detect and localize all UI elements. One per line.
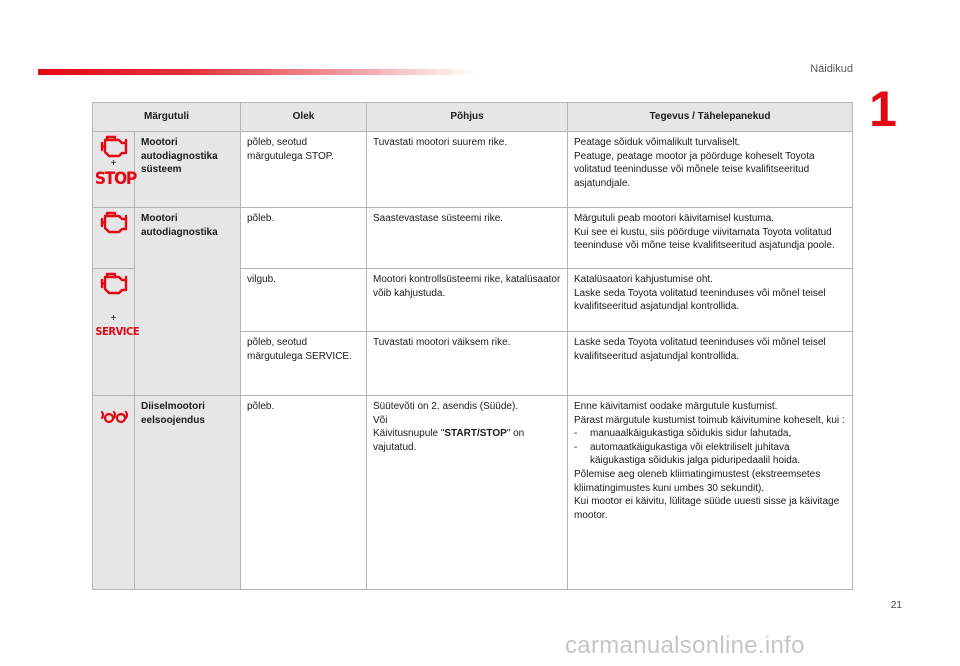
action-text: Laske seda Toyota volitatud teeninduses või mõnel teisel kvalifitseeritud asjatundjal kontrollida. — [574, 287, 826, 313]
state-cell: põleb. — [241, 396, 367, 590]
cause-text: Süütevõti on 2. asendis (Süüde). — [373, 401, 519, 412]
engine-warning-icon — [93, 134, 134, 158]
indicator-icon-cell — [93, 132, 135, 208]
cause-cell: Saastevastase süsteemi rike. — [367, 208, 568, 269]
action-text: Peatage sõiduk võimalikult turvaliselt. — [574, 137, 741, 148]
cause-cell: Tuvastati mootori suurem rike. — [367, 132, 568, 208]
indicator-name: Mootori autodiagnostika — [135, 208, 241, 396]
watermark: carmanualsonline.info — [565, 632, 805, 659]
column-header: Märgutuli — [93, 103, 241, 132]
stop-icon: STOP — [94, 169, 136, 189]
action-cell — [568, 269, 853, 332]
start-stop-label: START/STOP — [444, 428, 507, 440]
action-text: Põlemise aeg oleneb kliimatingimustest (ekstreemsetes kliimatingimustes kuni umbes 30 sekundit). — [574, 468, 821, 494]
action-text: Kui see ei kustu, siis pöörduge viivitamata Toyota volitatud teeninduse või mõne teise kvalifitseeritud asjatundja poole. — [574, 226, 835, 252]
indicator-name: Diiselmootori eelsoojendus — [135, 396, 241, 590]
list-item-text: manuaalkäigukastiga sõidukis sidur lahutada, — [590, 428, 792, 440]
action-text: Peatuge, peatage mootor ja pöörduge koheselt Toyota volitatud teenindusse või mõnele teise kvalifitseeritud asjatundjale. — [574, 150, 815, 189]
column-header: Tegevus / Tähelepanekud — [568, 103, 853, 132]
state-cell: põleb, seotud märgutulega STOP. — [241, 132, 367, 208]
action-text: Katalüsaatori kahjustumise oht. — [574, 274, 713, 285]
indicator-icon-cell — [93, 396, 135, 590]
table-row — [93, 208, 853, 269]
table-row — [93, 396, 853, 590]
page-number: 21 — [890, 600, 902, 611]
state-cell: põleb, seotud märgutulega SERVICE. — [241, 332, 367, 396]
action-cell — [568, 396, 853, 590]
cause-cell: Tuvastati mootori väiksem rike. — [367, 332, 568, 396]
chapter-number: 1 — [869, 81, 897, 137]
action-cell — [568, 332, 853, 396]
cause-text-prefix: Käivitusnupule " — [373, 428, 445, 440]
service-icon: SERVICE — [95, 325, 140, 338]
table-header-row — [93, 103, 853, 132]
indicator-icon-cell — [93, 269, 140, 396]
state-cell: vilgub. — [241, 269, 367, 332]
engine-warning-icon — [93, 210, 134, 234]
dash-mark: - — [574, 441, 578, 453]
action-cell — [568, 132, 853, 208]
action-text: Märgutuli peab mootori käivitamisel kustuma. — [574, 213, 775, 224]
cause-text: Või — [373, 414, 388, 426]
glow-plug-icon — [93, 410, 134, 424]
state-cell: põleb. — [241, 208, 367, 269]
plus-sign: + — [110, 313, 117, 324]
cause-text — [373, 427, 561, 454]
indicator-icon-cell — [93, 208, 135, 269]
column-header: Olek — [241, 103, 367, 132]
action-text: Enne käivitamist oodake märgutule kustumist. — [574, 401, 778, 412]
action-text: Kui mootor ei käivitu, lülitage süüde uuesti sisse ja käivitage mootor. — [574, 496, 840, 521]
column-header: Põhjus — [367, 103, 568, 132]
engine-warning-icon — [93, 271, 134, 295]
section-title: Näidikud — [810, 63, 853, 75]
dash-mark: - — [574, 428, 578, 440]
cause-cell: Mootori kontrollsüsteemi rike, katalüsaator võib kahjustuda. — [367, 269, 568, 332]
action-text: Laske seda Toyota volitatud teeninduses või mõnel teisel kvalifitseeritud asjatundjal kontrollida. — [574, 337, 826, 362]
warning-lights-table — [92, 102, 853, 590]
table-row — [93, 132, 853, 208]
plus-sign: + — [110, 158, 117, 169]
header-accent-bar — [38, 69, 478, 75]
action-text: Pärast märgutule kustumist toimub käivitumine koheselt, kui : — [574, 414, 845, 426]
indicator-name: Mootori autodiagnostika süsteem — [135, 132, 241, 208]
list-item — [574, 427, 846, 441]
cause-text-suffix: " on vajutatud. — [373, 428, 525, 453]
list-item-text: automaatkäigukastiga või elektriliselt juhitava käigukastiga sõidukis jalga piduripedaalil hoida. — [590, 441, 801, 467]
list-item — [574, 441, 846, 468]
cause-cell — [367, 396, 568, 590]
action-cell — [568, 208, 853, 269]
